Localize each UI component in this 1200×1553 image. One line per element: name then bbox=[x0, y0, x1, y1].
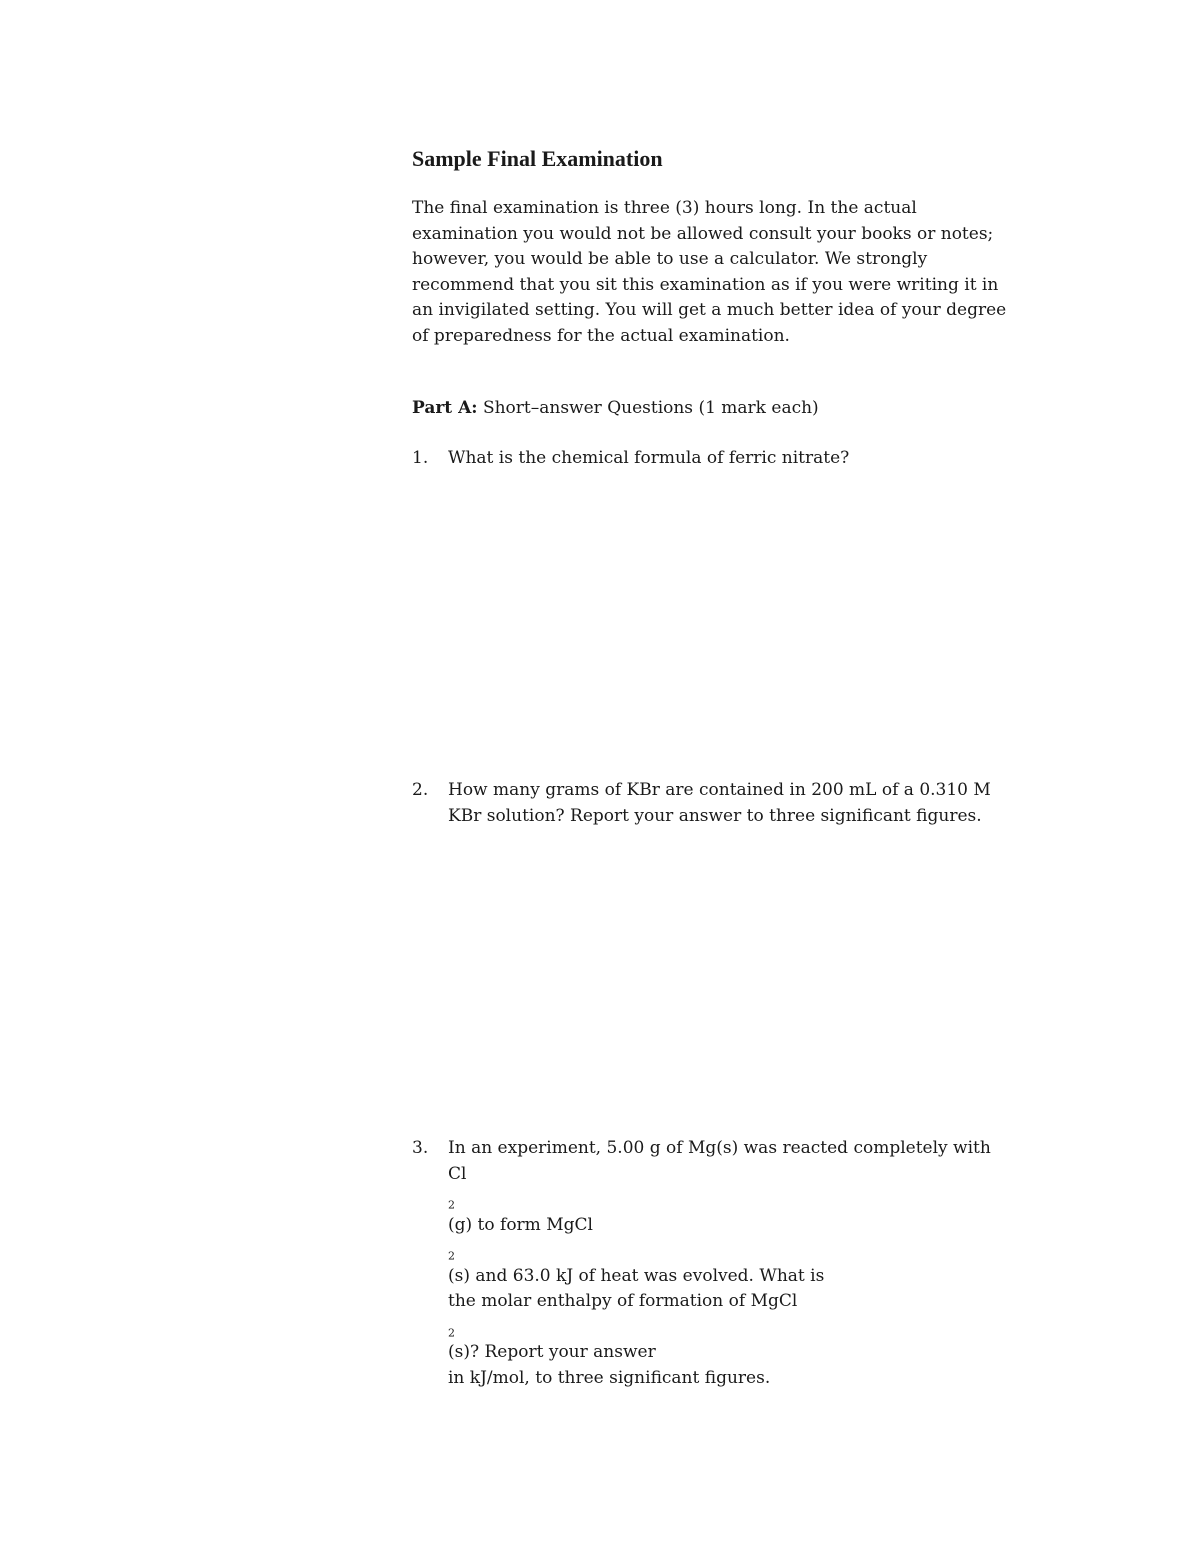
part-description: Short–answer Questions (1 mark each) bbox=[477, 398, 819, 418]
page-title: Sample Final Examination bbox=[412, 146, 663, 171]
question-3 bbox=[412, 1136, 1032, 1391]
subscript: 2 bbox=[448, 1198, 455, 1212]
intro-line: examination you would not be allowed consult your books or notes; bbox=[412, 223, 994, 244]
question-text: in kJ/mol, to three significant figures. bbox=[448, 1367, 771, 1388]
question-text bbox=[448, 1162, 1032, 1290]
part-a-heading bbox=[412, 396, 819, 421]
formula-part: (s) and 63.0 kJ of heat was evolved. What is bbox=[448, 1265, 825, 1286]
intro-line: recommend that you sit this examination as if you were writing it in bbox=[412, 274, 999, 295]
question-text: What is the chemical formula of ferric nitrate? bbox=[448, 448, 850, 468]
formula-part: (g) to form MgCl bbox=[448, 1214, 593, 1235]
intro-line: The final examination is three (3) hours long. In the actual bbox=[412, 198, 917, 218]
part-label: Part A: bbox=[412, 398, 478, 418]
formula-part: (s)? Report your answer bbox=[448, 1342, 656, 1362]
subscript: 2 bbox=[448, 1325, 455, 1339]
question-text: In an experiment, 5.00 g of Mg(s) was reacted completely with bbox=[448, 1138, 991, 1158]
intro-line: of preparedness for the actual examination. bbox=[412, 325, 790, 346]
question-number: 1. bbox=[412, 448, 429, 468]
question-text: KBr solution? Report your answer to three significant figures. bbox=[448, 805, 982, 826]
formula-part: the molar enthalpy of formation of MgCl bbox=[448, 1291, 798, 1311]
question-text: How many grams of KBr are contained in 200 mL of a 0.310 M bbox=[448, 780, 991, 800]
question-number: 2. bbox=[412, 780, 429, 800]
question-number: 3. bbox=[412, 1138, 429, 1158]
question-1 bbox=[412, 446, 1032, 472]
intro-line: however, you would be able to use a calculator. We strongly bbox=[412, 249, 928, 269]
question-text bbox=[448, 1289, 1032, 1366]
formula-part: Cl bbox=[448, 1163, 467, 1184]
intro-line: an invigilated setting. You will get a much better idea of your degree bbox=[412, 300, 1007, 320]
question-2 bbox=[412, 778, 1032, 829]
subscript: 2 bbox=[448, 1249, 455, 1263]
intro-paragraph bbox=[412, 196, 1022, 349]
